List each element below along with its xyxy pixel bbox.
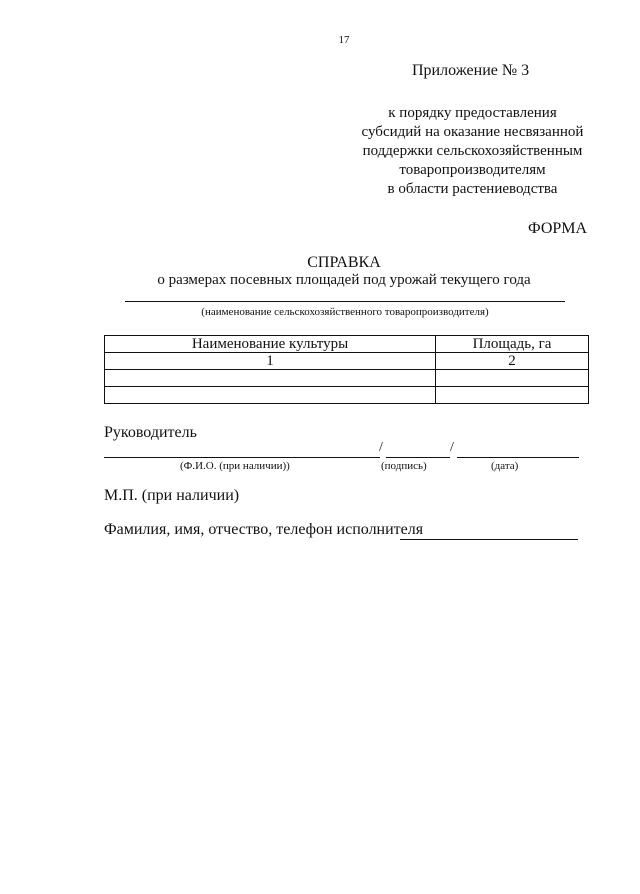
subtitle-line: товаропроизводителям	[399, 162, 546, 178]
signature-caption: (подпись)	[381, 460, 427, 472]
date-line[interactable]	[457, 457, 579, 458]
table-row	[105, 387, 589, 404]
fio-caption: (Ф.И.О. (при наличии))	[180, 460, 290, 472]
table-row	[105, 370, 589, 387]
fio-line[interactable]	[104, 457, 380, 458]
manager-label: Руководитель	[104, 424, 197, 441]
appendix-subtitle	[330, 104, 615, 199]
slash-separator: /	[450, 440, 454, 455]
date-caption: (дата)	[491, 460, 519, 472]
executor-label: Фамилия, имя, отчество, телефон исполнителя	[104, 521, 424, 538]
subtitle-line: субсидий на оказание несвязанной	[361, 124, 584, 140]
slash-separator: /	[379, 440, 383, 455]
appendix-label: Приложение № 3	[412, 62, 530, 79]
table-cell-area[interactable]	[436, 370, 589, 387]
org-name-caption: (наименование сельскохозяйственного товаропроизводителя)	[201, 306, 489, 318]
table-header-row	[105, 336, 589, 353]
signature-line[interactable]	[386, 457, 450, 458]
header-crop-name: Наименование культуры	[105, 336, 436, 353]
table-cell-area[interactable]	[436, 387, 589, 404]
page-number: 17	[338, 34, 350, 46]
document-title: СПРАВКА	[307, 254, 381, 271]
table-number-row	[105, 353, 589, 370]
table-cell-crop[interactable]	[105, 370, 436, 387]
column-number-2: 2	[436, 353, 589, 370]
crops-table	[104, 335, 589, 404]
table-cell-crop[interactable]	[105, 387, 436, 404]
column-number-1: 1	[105, 353, 436, 370]
header-area: Площадь, га	[436, 336, 589, 353]
org-name-line[interactable]	[125, 301, 565, 302]
document-description: о размерах посевных площадей под урожай текущего года	[157, 272, 531, 288]
subtitle-line: к порядку предоставления	[388, 105, 557, 121]
stamp-label: М.П. (при наличии)	[104, 487, 240, 504]
subtitle-line: поддержки сельскохозяйственным	[362, 143, 583, 159]
form-label: ФОРМА	[528, 220, 588, 237]
executor-line[interactable]	[400, 539, 578, 540]
subtitle-line: в области растениеводства	[387, 181, 558, 197]
